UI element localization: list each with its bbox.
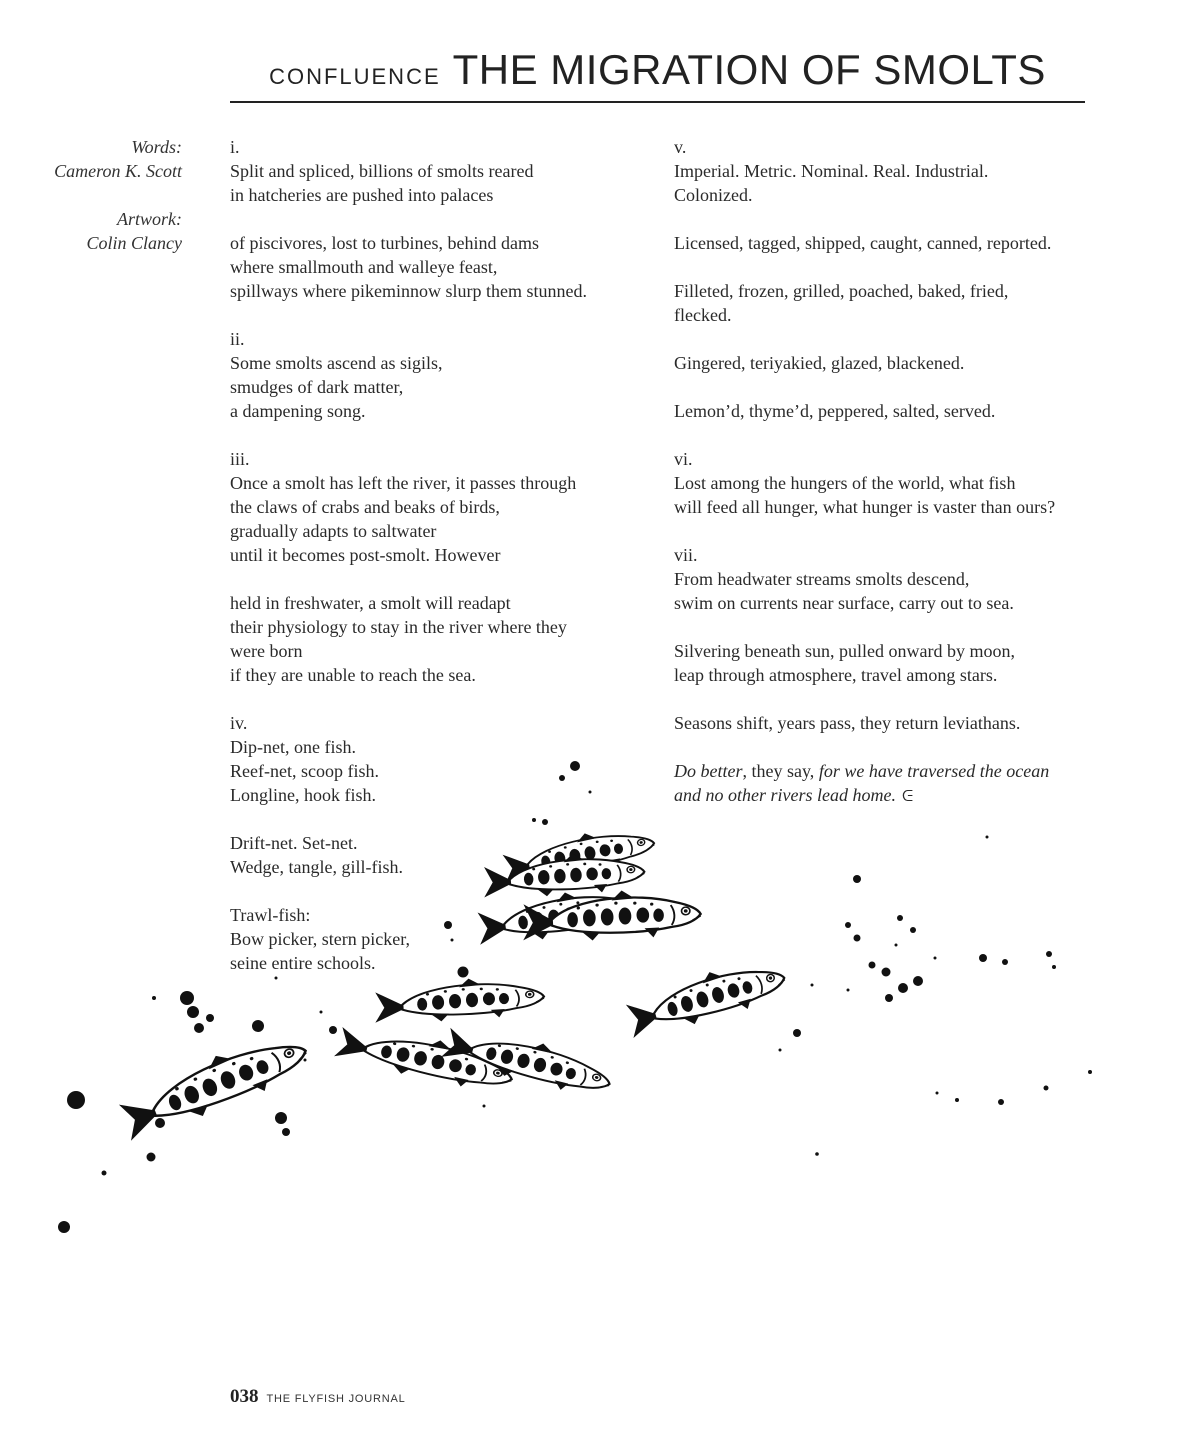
poem-line: iv. bbox=[230, 713, 248, 733]
section-kicker: CONFLUENCE bbox=[269, 64, 441, 89]
poem-line: Imperial. Metric. Nominal. Real. Industrial. bbox=[674, 161, 989, 181]
poem-line: From headwater streams smolts descend, bbox=[674, 569, 970, 589]
poem-line: Colonized. bbox=[674, 185, 753, 205]
poem-line: v. bbox=[674, 137, 687, 157]
right-stanza bbox=[674, 543, 1094, 615]
ink-splatter bbox=[58, 761, 1092, 1233]
right-stanza bbox=[674, 639, 1094, 687]
poem-line: Gingered, teriyakied, glazed, blackened. bbox=[674, 353, 965, 373]
fish-6 bbox=[373, 973, 545, 1026]
poem-line: their physiology to stay in the river where they bbox=[230, 617, 567, 637]
left-stanza bbox=[230, 231, 650, 303]
poem-line: Filleted, frozen, grilled, poached, baked, fried, bbox=[674, 281, 1009, 301]
poem-line: ii. bbox=[230, 329, 245, 349]
author-name: Cameron K. Scott bbox=[54, 161, 182, 181]
page-footer bbox=[230, 1386, 406, 1408]
header-rule bbox=[230, 101, 1085, 103]
artwork-label: Artwork: bbox=[117, 209, 182, 229]
poem-line: Reef-net, scoop fish. bbox=[230, 761, 379, 781]
poem-line: swim on currents near surface, carry out to sea. bbox=[674, 593, 1014, 613]
poem-line: vi. bbox=[674, 449, 693, 469]
poem-column-right bbox=[674, 135, 1094, 832]
poem-line: were born bbox=[230, 641, 303, 661]
right-stanza bbox=[674, 399, 1094, 423]
fish-9 bbox=[113, 1024, 313, 1145]
credits-spacer bbox=[20, 183, 182, 207]
poem-line: Licensed, tagged, shipped, caught, canned, reported. bbox=[674, 233, 1052, 253]
left-stanza bbox=[230, 135, 650, 207]
poem-line: Bow picker, stern picker, bbox=[230, 929, 410, 949]
closing-italic-line: and no other rivers lead home. bbox=[674, 785, 896, 805]
page-title: THE MIGRATION OF SMOLTS bbox=[452, 46, 1046, 93]
poem-line: iii. bbox=[230, 449, 250, 469]
poem-line: a dampening song. bbox=[230, 401, 366, 421]
poem-line: Lost among the hungers of the world, what fish bbox=[674, 473, 1016, 493]
poem-line: held in freshwater, a smolt will readapt bbox=[230, 593, 511, 613]
poem-line: vii. bbox=[674, 545, 698, 565]
poem-line: of piscivores, lost to turbines, behind dams bbox=[230, 233, 539, 253]
poem-line: where smallmouth and walleye feast, bbox=[230, 257, 498, 277]
poem-line: Wedge, tangle, gill-fish. bbox=[230, 857, 404, 877]
right-stanza bbox=[674, 231, 1094, 255]
right-stanza bbox=[674, 135, 1094, 207]
poem-line: Drift-net. Set-net. bbox=[230, 833, 358, 853]
poem-line: Trawl-fish: bbox=[230, 905, 311, 925]
poem-line: Lemon’d, thyme’d, peppered, salted, served. bbox=[674, 401, 996, 421]
poem-line: Some smolts ascend as sigils, bbox=[230, 353, 443, 373]
poem-line: until it becomes post-smolt. However bbox=[230, 545, 501, 565]
poem-line: Silvering beneath sun, pulled onward by moon, bbox=[674, 641, 1015, 661]
closing-roman: , they say, bbox=[742, 761, 819, 781]
poem-line: the claws of crabs and beaks of birds, bbox=[230, 497, 500, 517]
right-stanza bbox=[674, 279, 1094, 327]
left-stanza bbox=[230, 591, 650, 687]
closing-italic-a: Do better bbox=[674, 761, 743, 781]
page-header bbox=[230, 46, 1085, 94]
poem-line: Longline, hook fish. bbox=[230, 785, 376, 805]
poem-line: will feed all hunger, what hunger is vaster than ours? bbox=[674, 497, 1056, 517]
poem-line: Dip-net, one fish. bbox=[230, 737, 356, 757]
poem-line: spillways where pikeminnow slurp them stunned. bbox=[230, 281, 587, 301]
poem-line: Seasons shift, years pass, they return leviathans. bbox=[674, 713, 1021, 733]
publication-name: THE FLYFISH JOURNAL bbox=[266, 1393, 406, 1405]
right-stanza bbox=[674, 447, 1094, 519]
credits-block bbox=[20, 135, 182, 255]
end-mark-icon: ᕮ bbox=[901, 787, 914, 805]
poem-line: gradually adapts to saltwater bbox=[230, 521, 437, 541]
artist-name: Colin Clancy bbox=[86, 233, 182, 253]
left-stanza bbox=[230, 327, 650, 423]
poem-line: if they are unable to reach the sea. bbox=[230, 665, 476, 685]
fish-school-illustration bbox=[0, 740, 1200, 1260]
left-stanza bbox=[230, 447, 650, 567]
poem-line: flecked. bbox=[674, 305, 732, 325]
poem-line: Once a smolt has left the river, it passes through bbox=[230, 473, 577, 493]
poem-line: seine entire schools. bbox=[230, 953, 376, 973]
poem-line: Split and spliced, billions of smolts reared bbox=[230, 161, 534, 181]
right-stanzas bbox=[674, 135, 1094, 735]
poem-line: in hatcheries are pushed into palaces bbox=[230, 185, 494, 205]
words-label: Words: bbox=[131, 137, 182, 157]
right-stanza bbox=[674, 711, 1094, 735]
page-number: 038 bbox=[230, 1386, 259, 1407]
poem-line: leap through atmosphere, travel among stars. bbox=[674, 665, 998, 685]
fish-5 bbox=[622, 953, 790, 1042]
poem-line: i. bbox=[230, 137, 240, 157]
right-stanza bbox=[674, 351, 1094, 375]
closing-italic-b: for we have traversed the ocean bbox=[818, 761, 1050, 781]
poem-line: smudges of dark matter, bbox=[230, 377, 404, 397]
